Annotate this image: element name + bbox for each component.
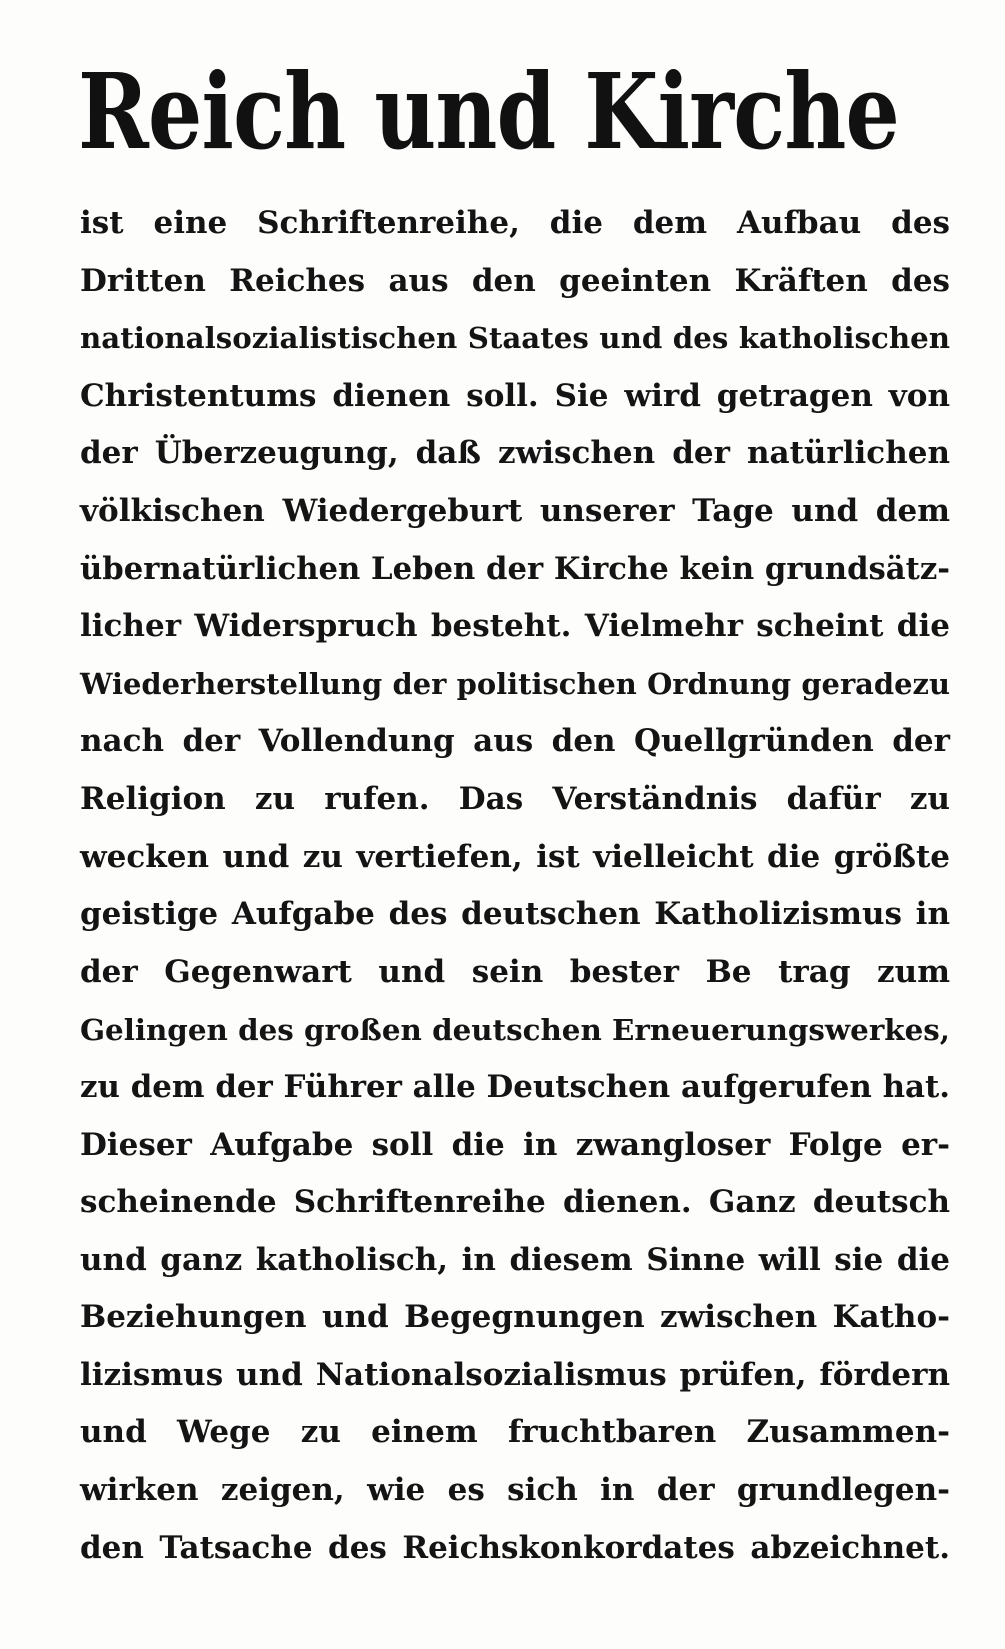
text-line: wirken zeigen, wie es sich in der grundlegen-	[80, 1472, 950, 1509]
text-line: licher Widerspruch besteht. Vielmehr scheint die	[80, 608, 950, 645]
text-line: scheinende Schriftenreihe dienen. Ganz deutsch	[80, 1184, 950, 1221]
body-paragraph	[80, 195, 950, 1577]
text-line: der Überzeugung, daß zwischen der natürlichen	[80, 435, 950, 472]
page-title: Reich und Kirche	[78, 50, 899, 173]
text-line: geistige Aufgabe des deutschen Katholizismus in	[80, 896, 950, 933]
text-line: Gelingen des großen deutschen Erneuerungswerkes,	[80, 1012, 950, 1048]
text-line: Religion zu rufen. Das Verständnis dafür zu	[80, 780, 950, 817]
text-line: nach der Vollendung aus den Quellgründen der	[80, 723, 950, 760]
text-line: Dritten Reiches aus den geeinten Kräften des	[80, 262, 950, 299]
text-line: den Tatsache des Reichskonkordates abzeichnet.	[80, 1529, 950, 1566]
text-line: völkischen Wiedergeburt unserer Tage und dem	[80, 492, 950, 529]
text-line: zu dem der Führer alle Deutschen aufgerufen hat.	[80, 1068, 950, 1105]
text-line: Wiederherstellung der politischen Ordnung geradezu	[80, 666, 950, 701]
text-line: ist eine Schriftenreihe, die dem Aufbau des	[80, 205, 950, 241]
text-line: wecken und zu vertiefen, ist vielleicht die größte	[80, 838, 950, 875]
text-line: nationalsozialistischen Staates und des katholischen	[80, 321, 950, 356]
text-line: übernatürlichen Leben der Kirche kein grundsätz-	[80, 550, 950, 587]
text-line: lizismus und Nationalsozialismus prüfen, fördern	[80, 1356, 950, 1393]
text-line: Beziehungen und Begegnungen zwischen Katho-	[80, 1299, 950, 1336]
text-line: Dieser Aufgabe soll die in zwangloser Folge er-	[80, 1126, 950, 1163]
text-line: und ganz katholisch, in diesem Sinne will sie die	[80, 1241, 950, 1278]
text-line: und Wege zu einem fruchtbaren Zusammen-	[80, 1414, 950, 1451]
text-line: der Gegenwart und sein bester Be trag zum	[80, 953, 950, 990]
text-line: Christentums dienen soll. Sie wird getragen von	[80, 377, 950, 414]
